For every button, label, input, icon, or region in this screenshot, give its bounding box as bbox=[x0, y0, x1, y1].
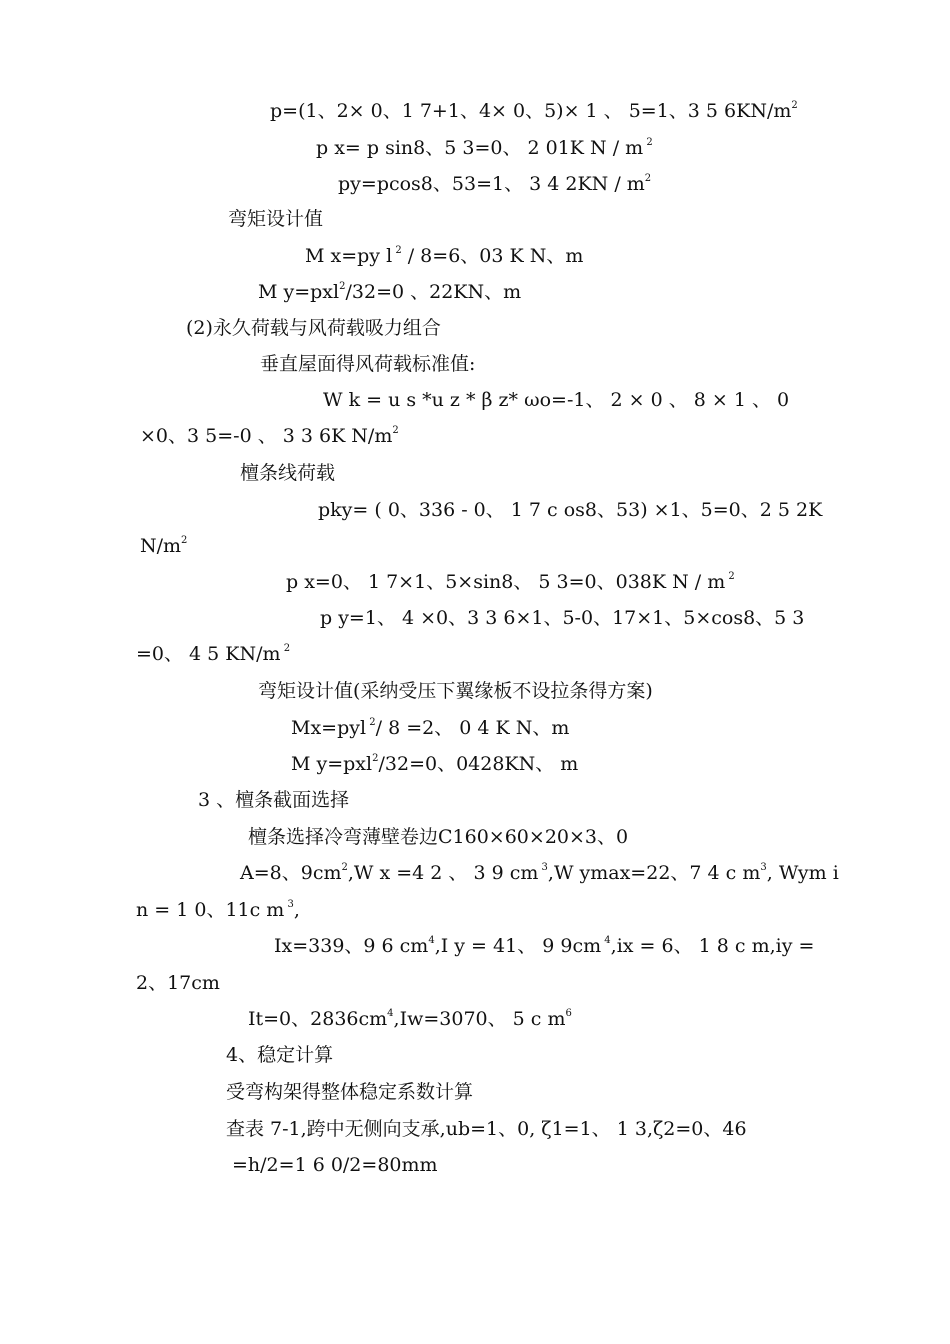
section-properties-line5: It=0、$2836cm^4,Iw=3070$、 5 c $m^6$ bbox=[248, 1007, 572, 1030]
formula-py: py=pcos8、53=1、 3 4 $2KN / m^2$ bbox=[338, 172, 652, 195]
formula-py-2-cont: =0、 4 5 KN/m $^2$ bbox=[136, 642, 291, 665]
formula-p: p=(1、2× 0、1 7+1、4× 0、5)× 1 、 5=1、3 5 $6KN/m^2$ bbox=[270, 99, 798, 122]
formula-wk: W k = u s *u z * β z* ωo=-1、 2 × 0 、 8 × 1 、 0 bbox=[323, 389, 790, 411]
section-properties-line1: A=8、$9cm^2,W$ x =4 2 、 3 9 cm $^3$,W ymax=22、7 4 c $m^3$, Wym i bbox=[240, 861, 839, 884]
formula-pky-cont: $N/m^2$ bbox=[140, 534, 188, 557]
formula-my: M y=pxl$^2$/32=0 、22KN、m bbox=[258, 280, 522, 303]
section-properties-line4: 2、17cm bbox=[136, 972, 220, 994]
heading-section-selection: 3 、檀条截面选择 bbox=[198, 789, 350, 811]
formula-mx: M x=py l $^2$ / 8=6、03 K N、m bbox=[305, 244, 584, 267]
stability-coefficient-text: 受弯构架得整体稳定系数计算 bbox=[226, 1081, 474, 1103]
heading-purlin-line-load: 檀条线荷载 bbox=[240, 462, 336, 484]
formula-px-2: p x=0、 1 7×1、5×sin8、 5 3=0、038K N / m $^2$ bbox=[286, 570, 735, 593]
formula-mx-2: Mx=pyl $^2$/ 8 =2、 0 4 K N、m bbox=[291, 716, 570, 739]
section-properties-line2: n = 1 0、11c m $^3$, bbox=[136, 898, 300, 921]
table-lookup-text: 查表 7-1,跨中无侧向支承,ub=1、0, ζ1=1、 1 3,ζ2=0、46 bbox=[226, 1118, 747, 1140]
formula-px: p x= p sin8、5 3=0、 2 01K N / m $^2$ bbox=[316, 136, 653, 159]
heading-load-combination: (2)永久荷载与风荷载吸力组合 bbox=[186, 317, 441, 339]
section-properties-line3: Ix=339、9 6 $cm^4,I$ y = 41、 9 9cm $^4$,ix = 6、 1 8 c m,iy = bbox=[274, 934, 815, 957]
heading-wind-load: 垂直屋面得风荷载标准值: bbox=[260, 353, 476, 375]
formula-my-2: M y=pxl$^2$/32=0、0428KN、 m bbox=[291, 752, 579, 775]
formula-py-2: p y=1、 4 ×0、3 3 6×1、5-0、17×1、5×cos8、5 3 bbox=[320, 607, 805, 629]
formula-h: =h/2=1 6 0/2=80mm bbox=[232, 1154, 438, 1176]
heading-moment-design: 弯矩设计值 bbox=[228, 208, 324, 230]
purlin-selection-text: 檀条选择冷弯薄壁卷边C160×60×20×3、0 bbox=[248, 826, 629, 848]
heading-stability: 4、稳定计算 bbox=[226, 1044, 334, 1066]
formula-wk-cont: ×0、3 5=-0 、 3 3 6K $N/m^2$ bbox=[140, 424, 399, 447]
formula-pky: pky= ( 0、336 - 0、 1 7 c os8、53) ×1、5=0、2 5 2K bbox=[318, 499, 823, 521]
heading-moment-design-2: 弯矩设计值(采纳受压下翼缘板不设拉条得方案) bbox=[258, 680, 653, 702]
